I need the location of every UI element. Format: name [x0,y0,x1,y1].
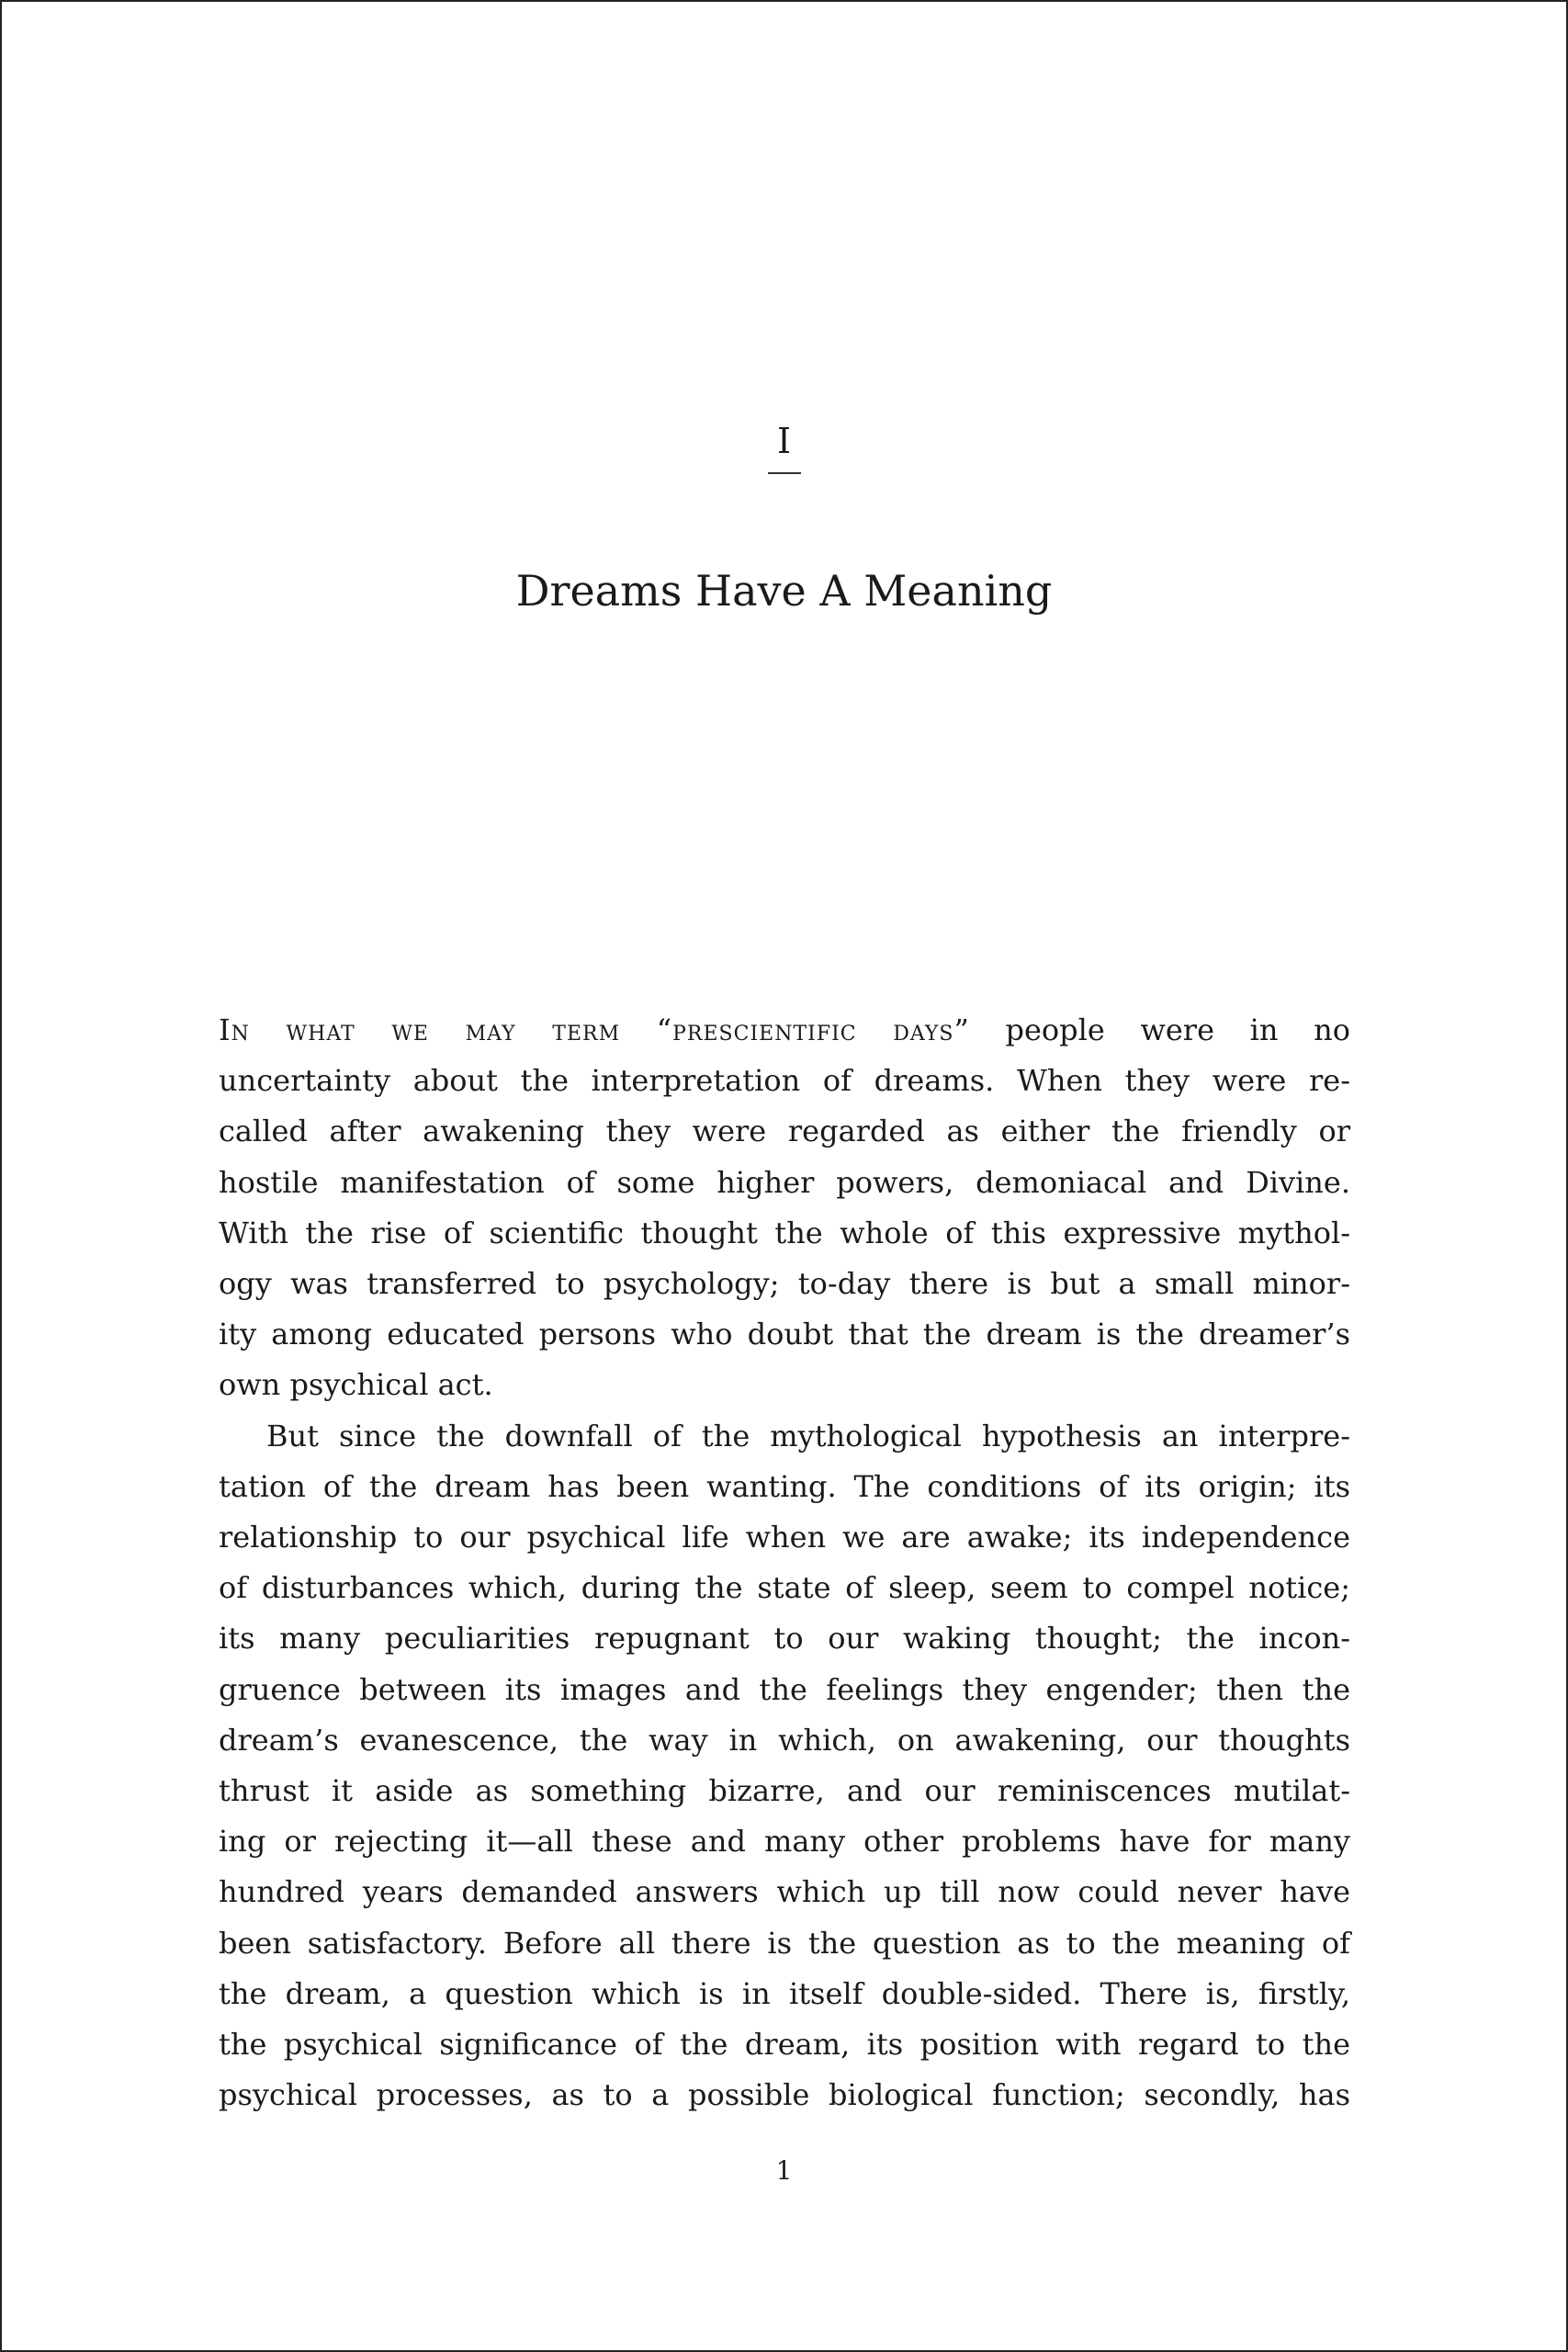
text-line: been satisfactory. Before all there is the question as to the meaning of [219,1925,1350,1961]
text-line: uncertainty about the interpretation of dreams. When they were re- [219,1063,1350,1099]
text-line: of disturbances which, during the state of sleep, seem to compel notice; [219,1570,1350,1606]
text-line [219,1005,1350,1056]
text-line: hundred years demanded answers which up till now could never have [219,1874,1350,1910]
chapter-rule [768,472,801,474]
lead-in: In what we may term “prescientific days” [219,1012,970,1047]
text-line: gruence between its images and the feelings they engender; then the [219,1671,1350,1707]
text-line: tation of the dream has been wanting. The conditions of its origin; its [219,1468,1350,1504]
text-line: the dream, a question which is in itself double-sided. There is, firstly, [219,1975,1350,2011]
text-line: thrust it aside as something bizarre, and our reminiscences mutilat- [219,1773,1350,1809]
text-line: psychical processes, as to a possible biological function; secondly, has [219,2077,1350,2113]
text-line: its many peculiarities repugnant to our waking thought; the incon- [219,1621,1350,1657]
text-line: ing or rejecting it—all these and many other problems have for many [219,1824,1350,1860]
page-number: 1 [775,2155,793,2186]
text-line: the psychical significance of the dream, its position with regard to the [219,2027,1350,2063]
chapter-number: I [776,421,791,461]
text-line-content: people were in no [969,1012,1350,1047]
text-line: hostile manifestation of some higher powers, demoniacal and Divine. [219,1164,1350,1200]
text-line: own psychical act. [219,1367,493,1403]
text-line: With the rise of scientific thought the whole of this expressive mythol- [219,1215,1350,1250]
text-line: relationship to our psychical life when we are awake; its independence [219,1520,1350,1555]
text-line: called after awakening they were regarded as either the friendly or [219,1114,1350,1149]
chapter-title: Dreams Have A Meaning [515,566,1053,616]
text-line: But since the downfall of the mythological hypothesis an interpre- [266,1418,1350,1453]
body-text [219,1005,1350,2120]
text-line: ogy was transferred to psychology; to-day there is but a small minor- [219,1266,1350,1302]
text-line: ity among educated persons who doubt that the dream is the dreamer’s [219,1317,1350,1352]
text-line: dream’s evanescence, the way in which, on awakening, our thoughts [219,1722,1350,1758]
